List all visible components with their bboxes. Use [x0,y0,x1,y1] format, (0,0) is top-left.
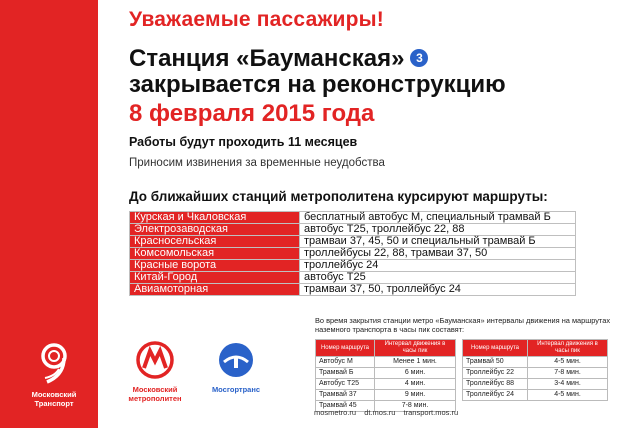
line-3-badge-icon: 3 [410,49,428,67]
mosgortrans-logo-icon [216,340,256,380]
intervals-note: Во время закрытия станции метро «Бауманская» интервалы движения на маршрутах наземного транспорта в часы пик составят: [315,316,611,334]
footer-site-transport: transport.mos.ru [403,408,459,417]
metro-label-2: метрополитен [128,394,182,403]
route-row [130,260,576,272]
moscow-transport-label-1: Московский [31,390,77,399]
header-interval: Интервал движения в часы пик [528,340,608,357]
route-info: трамваи 37, 45, 50 и специальный трамвай Б [300,236,576,248]
station-name: Красносельская [130,236,300,248]
mosgortrans-logo [198,340,274,394]
works-duration: Работы будут проходить 11 месяцев [129,135,358,149]
interval-value: 4-5 мин. [528,357,608,368]
intervals-header [463,340,608,357]
intervals-header [316,340,456,357]
interval-route: Трамвай 50 [463,357,528,368]
station-name: Китай-Город [130,272,300,284]
interval-value: Менее 1 мин. [375,357,456,368]
headline-line2: закрывается на реконструкцию [129,71,506,98]
interval-route: Автобус Т25 [316,379,375,390]
intervals-table-right [462,339,608,401]
interval-value: 6 мин. [375,368,456,379]
route-info: троллейбус 24 [300,260,576,272]
metro-label-1: Московский [132,385,178,394]
station-name: Комсомольская [130,248,300,260]
interval-route: Трамвай Б [316,368,375,379]
station-name: Электрозаводская [130,224,300,236]
route-info: бесплатный автобус М, специальный трамвай Б [300,212,576,224]
route-row [130,236,576,248]
interval-row [316,368,456,379]
station-name: Красные ворота [130,260,300,272]
interval-row [316,357,456,368]
moscow-transport-logo-icon [37,343,71,385]
interval-route: Троллейбус 24 [463,390,528,401]
route-row [130,212,576,224]
route-row [130,284,576,296]
intervals-table-left [315,339,456,412]
routes-title: До ближайших станций метрополитена курсируют маршруты: [129,189,548,204]
interval-value: 3-4 мин. [528,379,608,390]
greeting: Уважаемые пассажиры! [129,8,384,31]
header-route: Номер маршрута [463,340,528,357]
header-interval: Интервал движения в часы пик [375,340,456,357]
interval-row [316,379,456,390]
apology-text: Приносим извинения за временные неудобства [129,157,385,169]
interval-row [463,379,608,390]
route-info: троллейбусы 22, 88, трамваи 37, 50 [300,248,576,260]
interval-route: Троллейбус 22 [463,368,528,379]
route-row [130,224,576,236]
interval-value: 7-8 мин. [375,401,456,412]
moscow-transport-label-2: Транспорт [34,399,74,408]
station-name: Курская и Чкаловская [130,212,300,224]
interval-value: 7-8 мин. [528,368,608,379]
route-row [130,248,576,260]
footer-links [314,408,458,417]
route-row [130,272,576,284]
mosgortrans-label: Мосгортранс [211,385,261,394]
station-name: Авиамоторная [130,284,300,296]
header-route: Номер маршрута [316,340,375,357]
interval-row [316,390,456,401]
interval-route: Автобус М [316,357,375,368]
footer-site-mosmetro: mosmetro.ru [314,408,357,417]
interval-value: 4-5 мин. [528,390,608,401]
interval-value: 9 мин. [375,390,456,401]
interval-row [463,390,608,401]
interval-value: 4 мин. [375,379,456,390]
interval-route: Троллейбус 88 [463,379,528,390]
interval-row [463,357,608,368]
closure-date: 8 февраля 2015 года [129,100,375,127]
headline [129,46,506,98]
route-info: трамваи 37, 50, троллейбус 24 [300,284,576,296]
route-info: автобус Т25 [300,272,576,284]
route-info: автобус Т25, троллейбус 22, 88 [300,224,576,236]
interval-route: Трамвай 37 [316,390,375,401]
moscow-transport-logo [18,343,90,408]
interval-route: Трамвай 45 [316,401,375,412]
metro-logo-icon [135,340,175,380]
metro-logo [115,340,195,403]
footer-site-dt: dt.mos.ru [364,408,396,417]
headline-line1: Станция «Бауманская» [129,45,405,72]
interval-row [463,368,608,379]
routes-table [129,211,576,296]
